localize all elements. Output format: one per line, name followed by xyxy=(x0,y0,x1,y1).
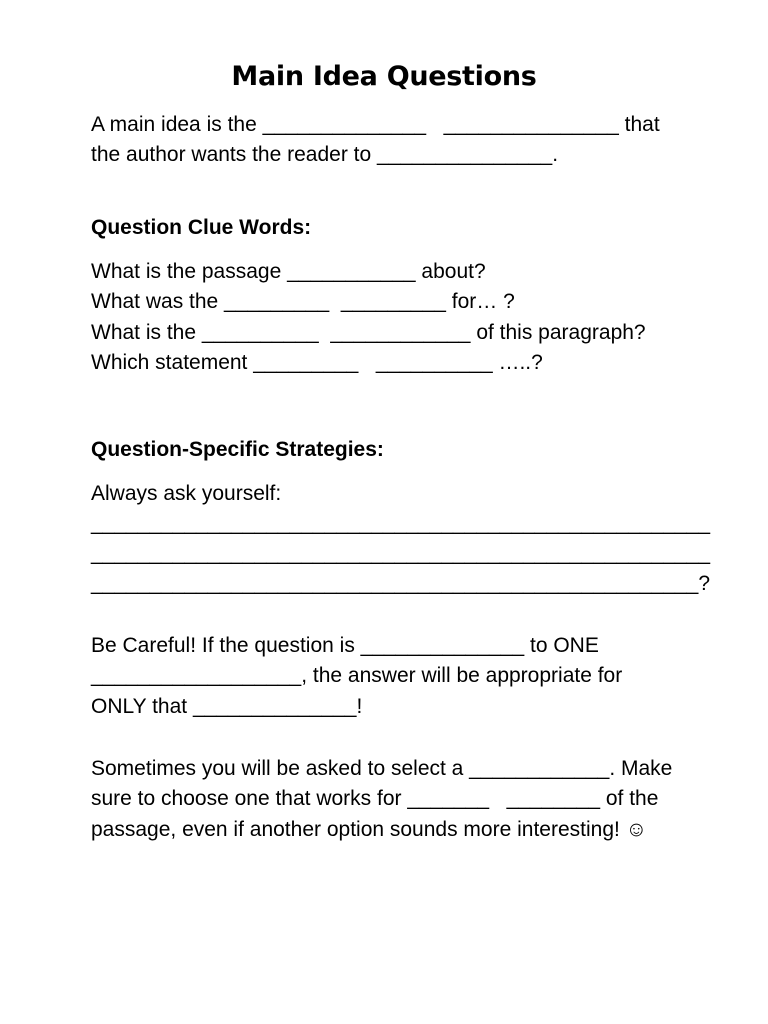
strategies-heading: Question-Specific Strategies: xyxy=(91,438,384,461)
answer-blank-line-3: ____________________________________________________? xyxy=(91,572,710,595)
strategies-prompt: Always ask yourself: xyxy=(91,482,282,505)
clue-words-heading: Question Clue Words: xyxy=(91,216,312,239)
sometimes-line-2: sure to choose one that works for _______ ________ of the xyxy=(91,787,659,810)
careful-line-1: Be Careful! If the question is ______________ to ONE xyxy=(91,634,599,657)
page-title: Main Idea Questions xyxy=(231,61,537,92)
careful-line-3: ONLY that ______________! xyxy=(91,695,363,718)
intro-line-1: A main idea is the ______________ _______________ that xyxy=(91,113,660,136)
answer-blank-line-1: _____________________________________________________ xyxy=(91,512,710,535)
sometimes-line-3: passage, even if another option sounds more interesting! ☺ xyxy=(91,818,648,841)
clue-line-1: What is the passage ___________ about? xyxy=(91,260,486,283)
clue-line-2: What was the _________ _________ for… ? xyxy=(91,290,515,313)
answer-blank-line-2: _____________________________________________________ xyxy=(91,542,710,565)
clue-line-4: Which statement _________ __________ …..? xyxy=(91,351,543,374)
clue-line-3: What is the __________ ____________ of this paragraph? xyxy=(91,321,646,344)
sometimes-line-1: Sometimes you will be asked to select a ____________. Make xyxy=(91,757,673,780)
intro-line-2: the author wants the reader to _______________. xyxy=(91,143,559,166)
careful-line-2: __________________, the answer will be appropriate for xyxy=(91,664,623,687)
